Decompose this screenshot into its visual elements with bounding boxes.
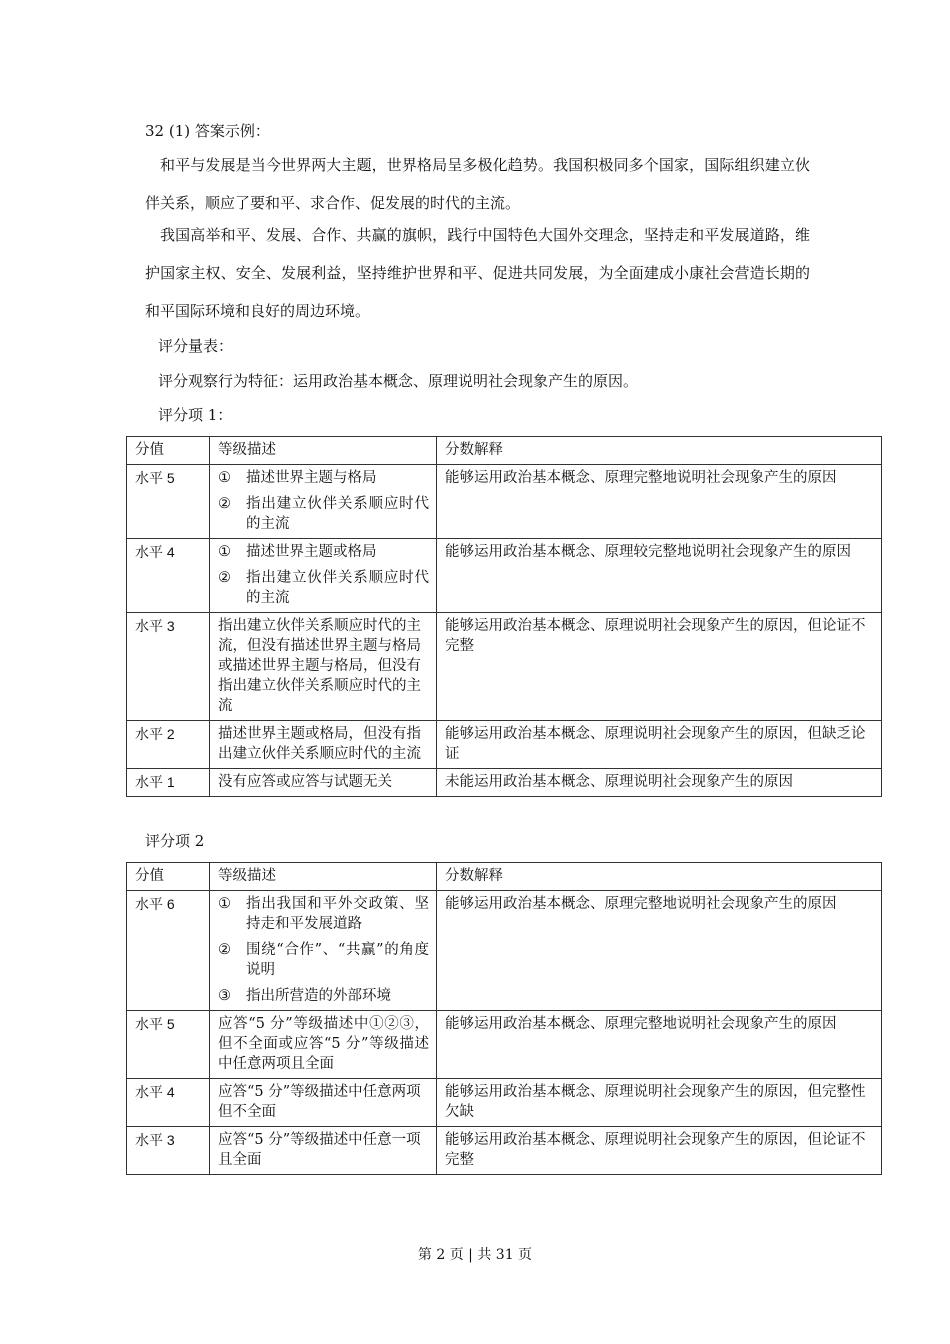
scoring-table-2	[126, 862, 882, 1175]
header-explain: 分数解释	[437, 863, 882, 891]
explain-cell: 能够运用政治基本概念、原理完整地说明社会现象产生的原因	[437, 1011, 882, 1079]
level-desc-cell: 应答“5 分”等级描述中任意两项但不全面	[210, 1079, 437, 1127]
header-score: 分值	[127, 863, 210, 891]
level-cell: 水平 2	[127, 721, 210, 769]
explain-cell: 未能运用政治基本概念、原理说明社会现象产生的原因	[437, 769, 882, 797]
explain-cell: 能够运用政治基本概念、原理说明社会现象产生的原因，但缺乏论证	[437, 721, 882, 769]
level-cell: 水平 5	[127, 465, 210, 539]
explain-cell: 能够运用政治基本概念、原理说明社会现象产生的原因，但完整性欠缺	[437, 1079, 882, 1127]
explain-cell: 能够运用政治基本概念、原理完整地说明社会现象产生的原因	[437, 891, 882, 1011]
level-desc-cell	[210, 539, 437, 613]
level-cell: 水平 4	[127, 1079, 210, 1127]
table2-caption: 评分项 2	[145, 832, 205, 850]
header-level-desc: 等级描述	[210, 863, 437, 891]
item-number: ①	[218, 470, 231, 486]
level-cell: 水平 4	[127, 539, 210, 613]
answer-heading: 32 (1) 答案示例：	[145, 122, 270, 140]
item-number: ②	[218, 496, 231, 512]
observation-text: 评分观察行为特征：运用政治基本概念、原理说明社会现象产生的原因。	[158, 372, 639, 390]
item-text: 指出建立伙伴关系顺应时代的主流	[246, 496, 429, 532]
table-row	[127, 1011, 882, 1079]
item-number: ②	[218, 570, 231, 586]
page-footer: 第 2 页 | 共 31 页	[417, 1247, 533, 1263]
item-number: ①	[218, 896, 231, 912]
level-desc-cell: 指出建立伙伴关系顺应时代的主流，但没有描述世界主题与格局或描述世界主题与格局，但没有指出建立伙伴关系顺应时代的主流	[210, 613, 437, 721]
table-header-row	[127, 863, 882, 891]
level-cell: 水平 3	[127, 613, 210, 721]
table-row	[127, 1079, 882, 1127]
table-row	[127, 721, 882, 769]
level-desc-cell	[210, 465, 437, 539]
explain-cell: 能够运用政治基本概念、原理说明社会现象产生的原因，但论证不完整	[437, 1127, 882, 1175]
level-desc-cell: 应答“5 分”等级描述中①②③，但不全面或应答“5 分”等级描述中任意两项且全面	[210, 1011, 437, 1079]
table-row	[127, 891, 882, 1011]
item-text: 描述世界主题与格局	[246, 470, 377, 486]
explain-cell: 能够运用政治基本概念、原理说明社会现象产生的原因，但论证不完整	[437, 613, 882, 721]
item-text: 指出所营造的外部环境	[246, 988, 391, 1004]
level-desc-cell: 描述世界主题或格局，但没有指出建立伙伴关系顺应时代的主流	[210, 721, 437, 769]
level-cell: 水平 1	[127, 769, 210, 797]
level-desc-cell: 没有应答或应答与试题无关	[210, 769, 437, 797]
level-desc-cell	[210, 891, 437, 1011]
level-desc-cell: 应答“5 分”等级描述中任意一项且全面	[210, 1127, 437, 1175]
level-cell: 水平 5	[127, 1011, 210, 1079]
header-score: 分值	[127, 437, 210, 465]
explain-cell: 能够运用政治基本概念、原理完整地说明社会现象产生的原因	[437, 465, 882, 539]
table-header-row	[127, 437, 882, 465]
item-number: ①	[218, 544, 231, 560]
level-cell: 水平 3	[127, 1127, 210, 1175]
explain-cell: 能够运用政治基本概念、原理较完整地说明社会现象产生的原因	[437, 539, 882, 613]
header-level-desc: 等级描述	[210, 437, 437, 465]
answer-paragraph-2: 我国高举和平、发展、合作、共赢的旗帜，践行中国特色大国外交理念，坚持走和平发展道路，维护国家主权、安全、发展利益，坚持维护世界和平、促进共同发展，为全面建成小康社会营造长期的和平国际环境和良好的周边环境。	[145, 226, 810, 320]
item-text: 指出我国和平外交政策、坚持走和平发展道路	[246, 896, 429, 932]
item-text: 指出建立伙伴关系顺应时代的主流	[246, 570, 429, 606]
table-row	[127, 769, 882, 797]
item-text: 描述世界主题或格局	[246, 544, 377, 560]
item-number: ②	[218, 942, 231, 958]
item-text: 围绕“合作”、“共赢”的角度说明	[246, 942, 429, 978]
table-row	[127, 539, 882, 613]
table-row	[127, 613, 882, 721]
rubric-title: 评分量表：	[158, 337, 234, 355]
item-number: ③	[218, 988, 231, 1004]
table-row	[127, 465, 882, 539]
table-row	[127, 1127, 882, 1175]
header-explain: 分数解释	[437, 437, 882, 465]
table1-caption: 评分项 1：	[158, 406, 233, 424]
scoring-table-1	[126, 436, 882, 797]
level-cell: 水平 6	[127, 891, 210, 1011]
answer-paragraph-1: 和平与发展是当今世界两大主题，世界格局呈多极化趋势。我国积极同多个国家，国际组织建立伙伴关系，顺应了要和平、求合作、促发展的时代的主流。	[145, 156, 810, 212]
